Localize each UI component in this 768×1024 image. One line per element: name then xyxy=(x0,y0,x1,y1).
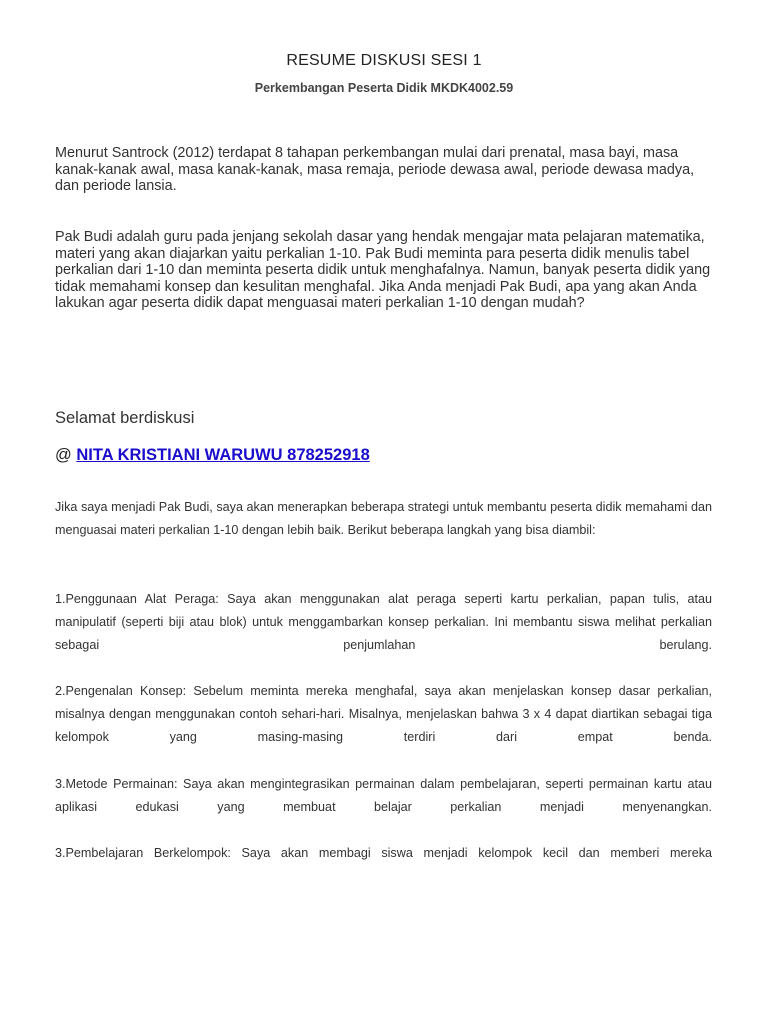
greeting-text: Selamat berdiskusi xyxy=(55,409,195,427)
answer-point-group-learning: 3.Pembelajaran Berkelompok: Saya akan membagi siswa menjadi kelompok kecil dan memberi mereka xyxy=(55,846,712,860)
answer-point-concept: 2.Pengenalan Konsep: Sebelum meminta mereka menghafal, saya akan menjelaskan konsep dasar perkalian, misalnya dengan menggunakan contoh sehari-hari. Misalnya, menjelaskan bahwa 3 x 4 dapat diartikan sebagai tiga kelompok yang masing-masing terdiri dari empat benda. xyxy=(55,684,712,745)
mention-at-symbol: @ xyxy=(55,446,77,464)
answer-intro: Jika saya menjadi Pak Budi, saya akan menerapkan beberapa strategi untuk membantu peserta didik memahami dan menguasai materi perkalian 1-10 dengan lebih baik. Berikut beberapa langkah yang bisa diambil: xyxy=(55,500,712,538)
answer-point-teaching-aids: 1.Penggunaan Alat Peraga: Saya akan menggunakan alat peraga seperti kartu perkalian, papan tulis, atau manipulatif (seperti biji atau blok) untuk menggambarkan konsep perkalian. Ini membantu siswa melihat perkalian sebagai penjumlahan berulang. xyxy=(55,592,712,653)
document-title: RESUME DISKUSI SESI 1 xyxy=(286,52,482,69)
mention-name-link[interactable]: NITA KRISTIANI WARUWU 878252918 xyxy=(76,446,370,464)
answer-point-games: 3.Metode Permainan: Saya akan mengintegrasikan permainan dalam pembelajaran, seperti permainan kartu atau aplikasi edukasi yang membuat belajar perkalian menjadi menyenangkan. xyxy=(55,777,712,815)
mention-line xyxy=(55,446,370,465)
intro-paragraph: Menurut Santrock (2012) terdapat 8 tahapan perkembangan mulai dari prenatal, masa bayi, masa kanak-kanak awal, masa kanak-kanak, masa remaja, periode dewasa awal, periode dewasa madya, dan periode lansia. xyxy=(55,145,695,195)
document-subtitle: Perkembangan Peserta Didik MKDK4002.59 xyxy=(254,81,514,95)
case-paragraph: Pak Budi adalah guru pada jenjang sekolah dasar yang hendak mengajar mata pelajaran matematika, materi yang akan diajarkan yaitu perkalian 1-10. Pak Budi meminta para peserta didik menulis tabel perkalian dari 1-10 dan meminta peserta didik untuk menghafalnya. Namun, banyak peserta didik yang tidak memahami konsep dan kesulitan menghafal. Jika Anda menjadi Pak Budi, apa yang akan Anda lakukan agar peserta didik dapat menguasai materi perkalian 1-10 dengan mudah? xyxy=(55,229,711,312)
